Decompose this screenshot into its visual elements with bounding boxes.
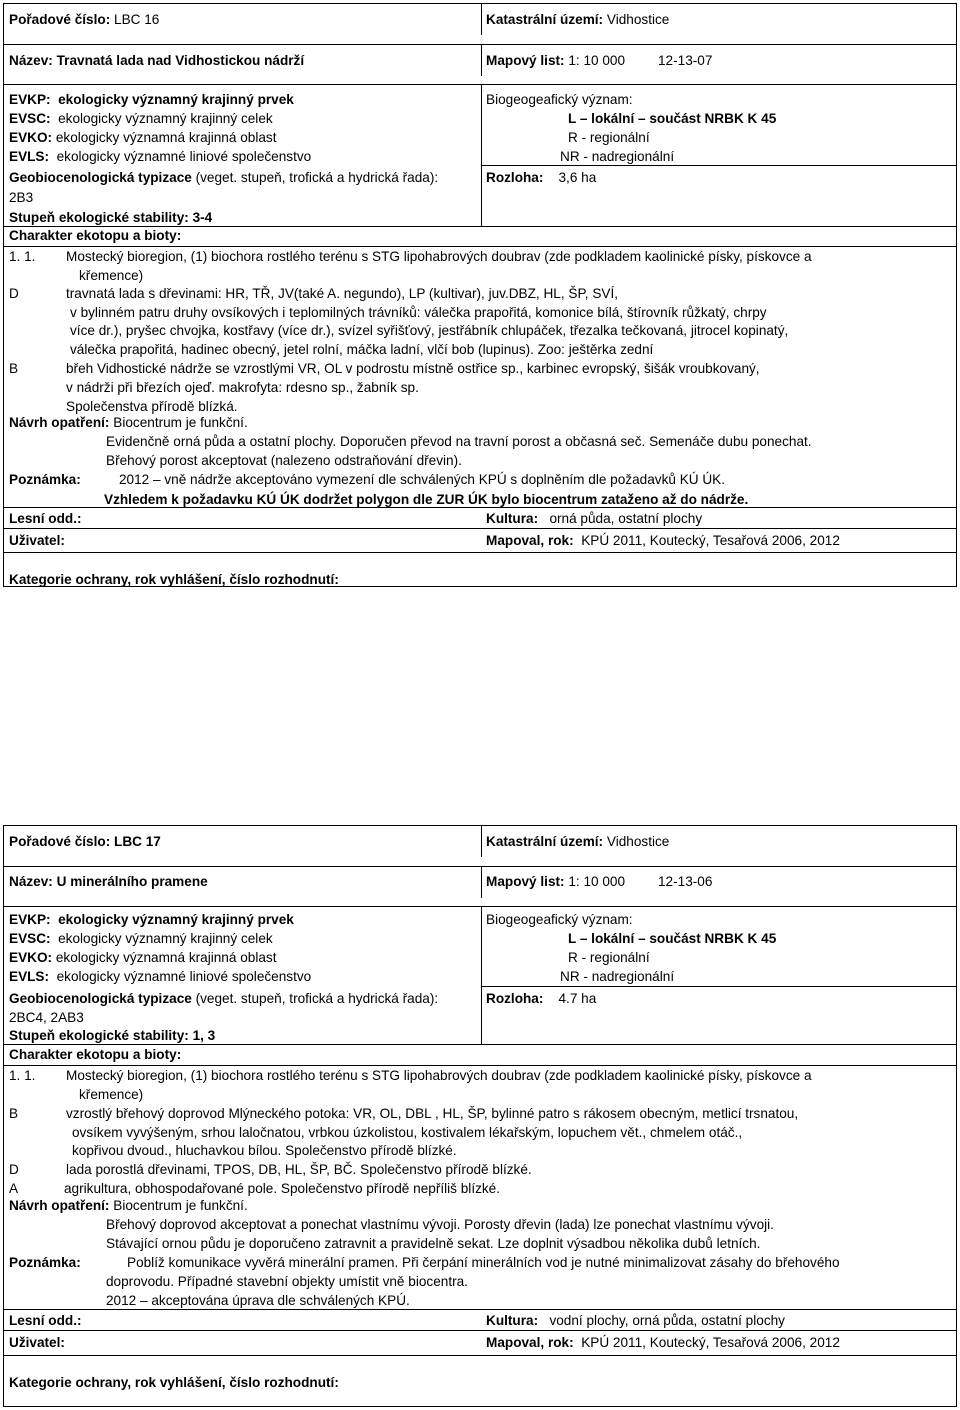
stupen-value: 1, 3: [192, 1028, 216, 1043]
mapovy-label: Mapový list:: [486, 53, 565, 68]
navrh-label: Návrh opatření:: [9, 415, 110, 430]
line-text: Mostecký bioregion, (1) biochora rostlého terénu s STG lipohabrových doubrav (zde podkladem kaolinické písky, pískovce a: [66, 1068, 812, 1083]
poznamka-line: 2012 – akceptována úprava dle schválených KPÚ.: [106, 1293, 410, 1308]
stupen-value: 3-4: [192, 210, 213, 225]
bio-l: L – lokální – součást NRBK K 45: [568, 111, 777, 126]
mapoval-label: Mapoval, rok:: [486, 1335, 574, 1350]
line-text: Společenstva přírodě blízká.: [66, 399, 238, 414]
line-text: ovsíkem vyvýšeným, srhou laločnatou, vrbkou úzkolistou, kostivalem lékařským, lopuchem vět., chmelem otáč.,: [72, 1125, 743, 1140]
mapoval-label: Mapoval, rok:: [486, 533, 574, 548]
row-charakter: [4, 1044, 956, 1204]
line-text: v bylinném patru druhy ovsíkových i teplomilných trávníků: válečka prapořitá, komonice bílá, štírovník růžkatý, chrpy: [70, 305, 767, 320]
uzivatel-label: Uživatel:: [9, 533, 65, 548]
line-key: 1. 1.: [9, 249, 36, 264]
poznamka-label: Poznámka:: [9, 1255, 81, 1270]
nazev-label: Název:: [9, 874, 53, 889]
rozloha-label: Rozloha:: [486, 170, 544, 185]
poznamka-label: Poznámka:: [9, 472, 81, 487]
evls-label: EVLS:: [9, 149, 50, 164]
navrh-line: Břehový doprovod akceptovat a ponechat vlastnímu vývoji. Porosty dřevin (lada) lze ponechat vlastnímu vývoji.: [106, 1217, 774, 1232]
row-ev-block: [4, 906, 956, 1044]
geo-label: Geobiocenologická typizace: [9, 170, 192, 185]
poznamka-bold: Vzhledem k požadavku KÚ ÚK dodržet polygon dle ZUR ÚK bylo biocentrum zataženo až do nádrže.: [104, 492, 749, 507]
row-nazev: [4, 866, 956, 898]
mapoval-value: KPÚ 2011, Koutecký, Tesařová 2006, 2012: [581, 1335, 840, 1350]
evko-value: ekologicky významná krajinná oblast: [55, 130, 277, 145]
navrh-value: Biocentrum je funkční.: [113, 415, 248, 430]
evsc-value: ekologicky významný krajinný celek: [58, 111, 273, 126]
evkp-label: EVKP:: [9, 92, 51, 107]
poznamka-line: doprovodu. Případné stavební objekty umístit vně biocentra.: [106, 1274, 468, 1289]
kultura-label: Kultura:: [486, 1313, 539, 1328]
geo-sub: (veget. stupeň, trofická a hydrická řada):: [195, 991, 439, 1006]
kategorie-label: Kategorie ochrany, rok vyhlášení, číslo rozhodnutí:: [9, 1375, 339, 1390]
evkp-label: EVKP:: [9, 912, 51, 927]
line-key: B: [9, 1106, 19, 1121]
navrh-value: Biocentrum je funkční.: [113, 1198, 248, 1213]
poradove-label: Pořadové číslo:: [9, 834, 111, 849]
line-key: D: [9, 1162, 19, 1177]
nazev-label: Název:: [9, 53, 53, 68]
evko-label: EVKO:: [9, 130, 53, 145]
line-text: křemence): [79, 268, 144, 283]
rozloha-label: Rozloha:: [486, 991, 544, 1006]
katastr-value: Vidhostice: [606, 834, 670, 849]
poznamka-value: 2012 – vně nádrže akceptováno vymezení dle schválených KPÚ s doplněním dle požadavků KÚ ÚK.: [119, 472, 726, 487]
evko-label: EVKO:: [9, 950, 53, 965]
line-text: válečka prapořitá, hadinec obecný, jetel rolní, máčka ladní, vlčí bob (lupinus). Zoo: ještěrka zední: [70, 342, 654, 357]
row-charakter: [4, 226, 956, 426]
evsc-label: EVSC:: [9, 931, 51, 946]
line-text: travnatá lada s dřevinami: HR, TŘ, JV(také A. negundo), LP (kultivar), juv.DBZ, HL, ŠP, SVÍ,: [66, 286, 619, 301]
line-key: A: [9, 1181, 19, 1196]
poradove-value: LBC 16: [114, 12, 160, 27]
mapovy-sheet: 12-13-06: [658, 874, 713, 889]
line-text: Mostecký bioregion, (1) biochora rostlého terénu s STG lipohabrových doubrav (zde podkladem kaolinické písky, pískovce a: [66, 249, 812, 264]
line-text: více dr.), pryšec chvojka, kostřavy (více dr.), svízel syřišťový, jestřábník chlupáček, třezalka tečkovaná, jitrocel kopinatý,: [70, 323, 789, 338]
evko-value: ekologicky významná krajinná oblast: [55, 950, 277, 965]
bio-nr: NR - nadregionální: [560, 149, 675, 164]
katastr-value: Vidhostice: [606, 12, 670, 27]
row-uzivatel: [4, 1330, 956, 1355]
charakter-label: Charakter ekotopu a bioty:: [9, 1047, 182, 1062]
geo-sub: (veget. stupeň, trofická a hydrická řada):: [195, 170, 439, 185]
line-text: v nádrži při březích ojeď. makrofyta: rdesno sp., žabník sp.: [66, 380, 419, 395]
mapovy-sheet: 12-13-07: [658, 53, 713, 68]
evsc-label: EVSC:: [9, 111, 51, 126]
line-text: agrikultura, obhospodařované pole. Společenstvo přírodě nepříliš blízké.: [64, 1181, 501, 1196]
record-lbc17: [3, 825, 957, 1407]
bio-nr: NR - nadregionální: [560, 969, 675, 984]
evls-label: EVLS:: [9, 969, 50, 984]
evls-value: ekologicky významné liniové společenstvo: [56, 969, 312, 984]
evkp-value: ekologicky významný krajinný prvek: [58, 92, 294, 107]
row-poradove: [4, 4, 956, 35]
charakter-label: Charakter ekotopu a bioty:: [9, 228, 182, 243]
stupen-label: Stupeň ekologické stability:: [9, 1028, 189, 1043]
navrh-line: Stávající ornou půdu je doporučeno zatravnit a pravidelně sekat. Lze doplnit výsadbou několika dubů letních.: [106, 1236, 761, 1251]
evls-value: ekologicky významné liniové společenstvo: [56, 149, 312, 164]
mapovy-scale: 1: 10 000: [568, 53, 626, 68]
bio-r: R - regionální: [568, 950, 650, 965]
rozloha-value: 3,6 ha: [558, 170, 597, 185]
line-text: kopřivou dvoud., hluchavkou bílou. Společenstvo přírodě blízké.: [72, 1143, 457, 1158]
row-kategorie: [4, 552, 956, 586]
row-poradove: [4, 826, 956, 857]
mapoval-value: KPÚ 2011, Koutecký, Tesařová 2006, 2012: [581, 533, 840, 548]
mapovy-scale: 1: 10 000: [568, 874, 626, 889]
navrh-label: Návrh opatření:: [9, 1198, 110, 1213]
poznamka-line: Poblíž komunikace vyvěrá minerální pramen. Při čerpání minerálních vod je nutné minimalizovat zásahy do břehového: [127, 1255, 840, 1270]
row-lesni: [4, 1309, 956, 1330]
lesni-label: Lesní odd.:: [9, 511, 82, 526]
evsc-value: ekologicky významný krajinný celek: [58, 931, 273, 946]
row-ev-block: [4, 84, 956, 226]
line-text: lada porostlá dřevinami, TPOS, DB, HL, ŠP, BČ. Společenstvo přírodě blízké.: [66, 1162, 532, 1177]
geo-value: 2BC4, 2AB3: [9, 1010, 84, 1025]
poradove-label: Pořadové číslo:: [9, 12, 111, 27]
uzivatel-label: Uživatel:: [9, 1335, 65, 1350]
line-text: křemence): [79, 1087, 144, 1102]
kategorie-label: Kategorie ochrany, rok vyhlášení, číslo rozhodnutí:: [9, 572, 339, 587]
katastr-label: Katastrální území:: [486, 12, 604, 27]
kultura-value: vodní plochy, orná půda, ostatní plochy: [549, 1313, 785, 1328]
row-nazev: [4, 44, 956, 76]
evkp-value: ekologicky významný krajinný prvek: [58, 912, 294, 927]
line-text: vzrostlý břehový doprovod Mlýneckého potoka: VR, OL, DBL , HL, ŠP, bylinné patro s rákosem obecným, metlicí trsnatou,: [66, 1106, 799, 1121]
bio-label: Biogeogeafický význam:: [486, 912, 633, 927]
bio-l: L – lokální – součást NRBK K 45: [568, 931, 777, 946]
line-text: břeh Vidhostické nádrže se vzrostlými VR, OL v podrostu místně ostřice sp., karbinec evropský, šišák vroubkovaný,: [66, 361, 760, 376]
rozloha-value: 4.7 ha: [558, 991, 597, 1006]
katastr-label: Katastrální území:: [486, 834, 604, 849]
nazev-value: Travnatá lada nad Vidhostickou nádrží: [56, 53, 305, 68]
line-key: 1. 1.: [9, 1068, 36, 1083]
bio-r: R - regionální: [568, 130, 650, 145]
lesni-label: Lesní odd.:: [9, 1313, 82, 1328]
stupen-label: Stupeň ekologické stability:: [9, 210, 189, 225]
kultura-label: Kultura:: [486, 511, 539, 526]
kultura-value: orná půda, ostatní plochy: [549, 511, 703, 526]
poradove-value: LBC 17: [114, 834, 161, 849]
record-lbc16: [3, 3, 957, 587]
line-key: B: [9, 361, 19, 376]
line-key: D: [9, 286, 19, 301]
row-navrh: [4, 1197, 956, 1322]
bio-label: Biogeogeafický význam:: [486, 92, 633, 107]
row-uzivatel: [4, 528, 956, 552]
geo-value: 2B3: [9, 190, 34, 205]
geo-label: Geobiocenologická typizace: [9, 991, 192, 1006]
row-lesni: [4, 507, 956, 528]
row-kategorie: [4, 1355, 956, 1405]
navrh-line: Evidenčně orná půda a ostatní plochy. Doporučen převod na travní porost a občasná seč. Semenáče dubu ponechat.: [106, 434, 812, 449]
navrh-line: Břehový porost akceptovat (nalezeno odstraňování dřevin).: [106, 453, 462, 468]
nazev-value: U minerálního pramene: [56, 874, 208, 889]
row-navrh: [4, 414, 956, 509]
mapovy-label: Mapový list:: [486, 874, 565, 889]
